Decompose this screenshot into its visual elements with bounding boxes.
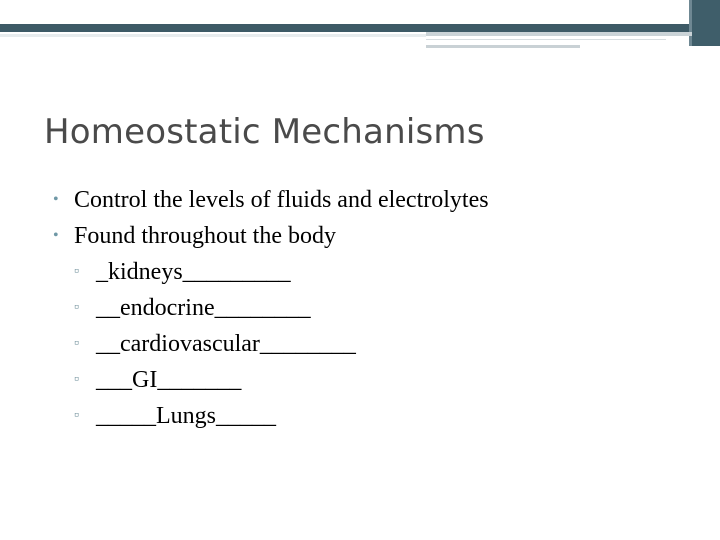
sub-bullet-item [74,326,356,362]
sub-bullet-item [74,254,356,290]
sub-bullet-item [74,398,356,434]
bullet-list [50,182,489,254]
square-bullet-icon: ▫ [74,408,79,423]
sub-bullet-text: _____Lungs_____ [96,403,276,429]
bullet-text: Found throughout the body [74,223,336,249]
header-corner-block [692,0,720,46]
bullet-text: Control the levels of fluids and electrolytes [74,187,489,213]
sub-bullet-text: __endocrine________ [96,295,311,321]
bullet-dot-icon: • [53,191,59,208]
header-deco-line [426,39,666,43]
sub-bullet-text: __cardiovascular________ [96,331,356,357]
slide-title: Homeostatic Mechanisms [44,112,485,152]
sub-bullet-text: _kidneys_________ [96,259,291,285]
sub-bullet-item [74,290,356,326]
bullet-dot-icon: • [53,227,59,244]
header-band [0,0,720,24]
sub-bullet-list [74,254,356,434]
header-deco-line [0,34,426,37]
header-deco-line [426,32,692,36]
bullet-item [50,218,489,254]
square-bullet-icon: ▫ [74,300,79,315]
square-bullet-icon: ▫ [74,264,79,279]
square-bullet-icon: ▫ [74,336,79,351]
header-accent-bar [0,24,720,32]
bullet-item [50,182,489,218]
sub-bullet-text: ___GI_______ [96,367,242,393]
square-bullet-icon: ▫ [74,372,79,387]
sub-bullet-item [74,362,356,398]
header-deco-line [426,45,580,48]
